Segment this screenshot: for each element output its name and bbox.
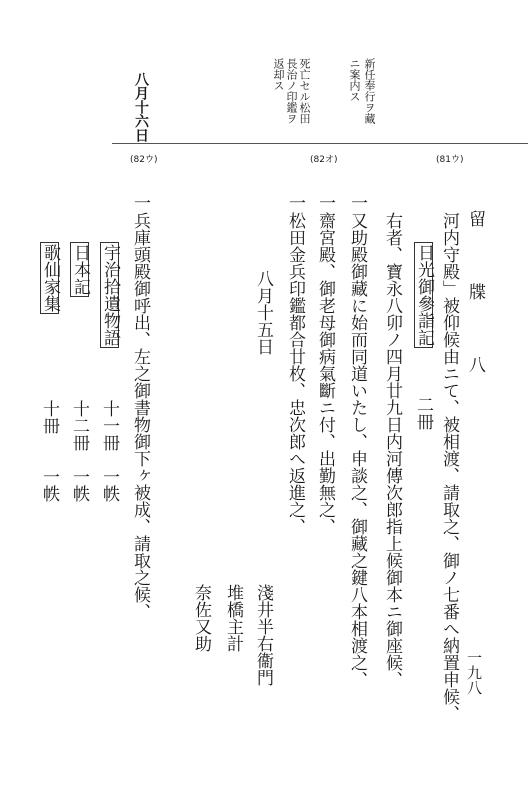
text-line-5: 齋宮殿、御老母御病氣斷ニ付、出勤無之、 [315,212,335,535]
text-line-6: 松田金兵印鑑都合廿枚、忠次郎へ返進之、 [285,212,305,535]
margin-note-2a: 死亡セル松田 [298,58,311,124]
margin-note-1b: ニ案内ス [348,58,361,102]
text-line-3: 右者、寶永八卯ノ四月廿九日内河傳次郎指上候御本ニ御座候、 [382,212,402,688]
book-unit-nihonki: 一帙 [69,468,89,502]
book-title-nikko: 日光御參詣記 [414,244,434,346]
item-dash-6: 一 [285,194,305,211]
item-dash-5: 一 [315,194,335,211]
book-title-kasen: 歌仙家集 [40,244,60,312]
book-unit-kasen: 一帙 [39,468,59,502]
book-count-kasen: 十冊 [39,400,59,434]
book-title-uji: 宇治拾遺物語 [100,244,120,346]
signature-asai: 淺井半右衞門 [253,584,273,686]
margin-date-note: 八月十六日 [133,72,149,142]
book-title-nihonki: 日本記 [70,244,90,295]
text-line-4: 又助殿御藏に始而同道いたし、申談之、御藏之鍵八本相渡之、 [347,212,367,688]
book-unit-uji: 一帙 [99,468,119,502]
folio-marker-82o: (82オ) [310,155,338,165]
text-line-1: 河内守殿」被仰候由ニて、被相渡、請取之、御ノ七番へ納置申候、 [439,212,459,722]
signature-tsutsumi: 堆橋主計 [223,584,243,652]
signature-nasa: 奈佐又助 [191,584,211,652]
header-rule [112,143,528,144]
book-count-nikko: 二冊 [413,396,433,430]
text-line-8: 兵庫頭殿御呼出、左之御書物御下ヶ被成、請取之候、 [130,212,150,620]
page-number: 一九八 [465,650,483,695]
item-dash-8: 一 [130,194,150,211]
margin-note-2b: 長治ノ印鑑ヲ [285,58,298,124]
date-line: 八月十五日 [253,270,273,355]
item-dash-4: 一 [347,194,367,211]
margin-note-1a: 新任奉行ヲ藏 [363,58,376,124]
book-count-uji: 十一冊 [99,400,119,451]
margin-note-2c: 返却ス [272,58,285,91]
book-count-nihonki: 十二冊 [69,400,89,451]
running-header: 留 牒 八 [465,210,485,391]
folio-marker-81u: (81ウ) [436,155,464,165]
folio-marker-82u: (82ウ) [130,155,158,165]
